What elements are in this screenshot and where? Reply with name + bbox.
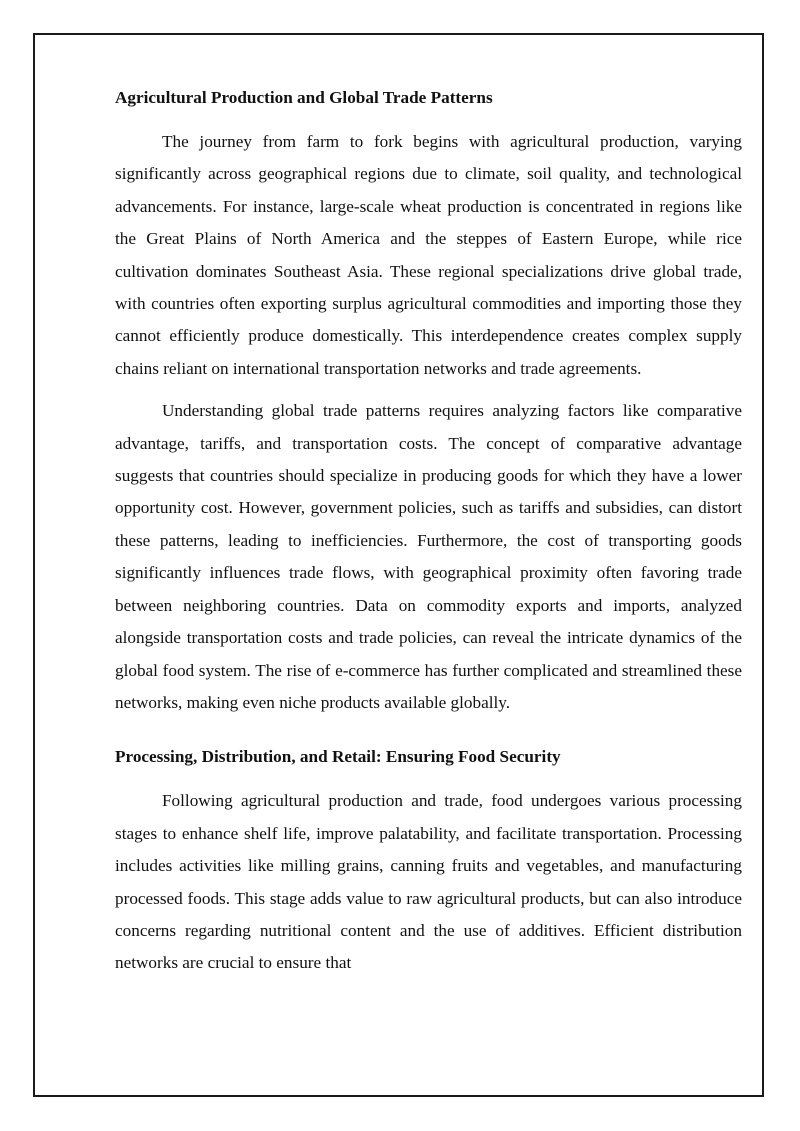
- section-heading-processing-distribution: Processing, Distribution, and Retail: Ensuring Food Security: [115, 747, 561, 767]
- paragraph-farm-to-fork: The journey from farm to fork begins with agricultural production, varying significantly across geographical regions due to climate, soil quality, and technological advancements. For instance, large-scale wheat production is concentrated in regions like the Great Plains of North America and the steppes of Eastern Europe, while rice cultivation dominates Southeast Asia. These regional specializations drive global trade, with countries often exporting surplus agricultural commodities and importing those they cannot efficiently produce domestically. This interdependence creates complex supply chains reliant on international transportation networks and trade agreements.: [115, 132, 742, 378]
- paragraph-processing: Following agricultural production and trade, food undergoes various processing stages to enhance shelf life, improve palatability, and facilitate transportation. Processing includes activities like milling grains, canning fruits and vegetables, and manufacturing processed foods. This stage adds value to raw agricultural products, but can also introduce concerns regarding nutritional content and the use of additives. Efficient distribution networks are crucial to ensure that: [115, 791, 742, 973]
- section-heading-production-trade: Agricultural Production and Global Trade Patterns: [115, 88, 493, 107]
- document-body: [115, 86, 742, 990]
- paragraph-trade-patterns: Understanding global trade patterns requires analyzing factors like comparative advantage, tariffs, and transportation costs. The concept of comparative advantage suggests that countries should specialize in producing goods for which they have a lower opportunity cost. However, government policies, such as tariffs and subsidies, can distort these patterns, leading to inefficiencies. Furthermore, the cost of transporting goods significantly influences trade flows, with geographical proximity often favoring trade between neighboring countries. Data on commodity exports and imports, analyzed alongside transportation costs and trade policies, can reveal the intricate dynamics of the global food system. The rise of e-commerce has further complicated and streamlined these networks, making even niche products available globally.: [115, 401, 742, 712]
